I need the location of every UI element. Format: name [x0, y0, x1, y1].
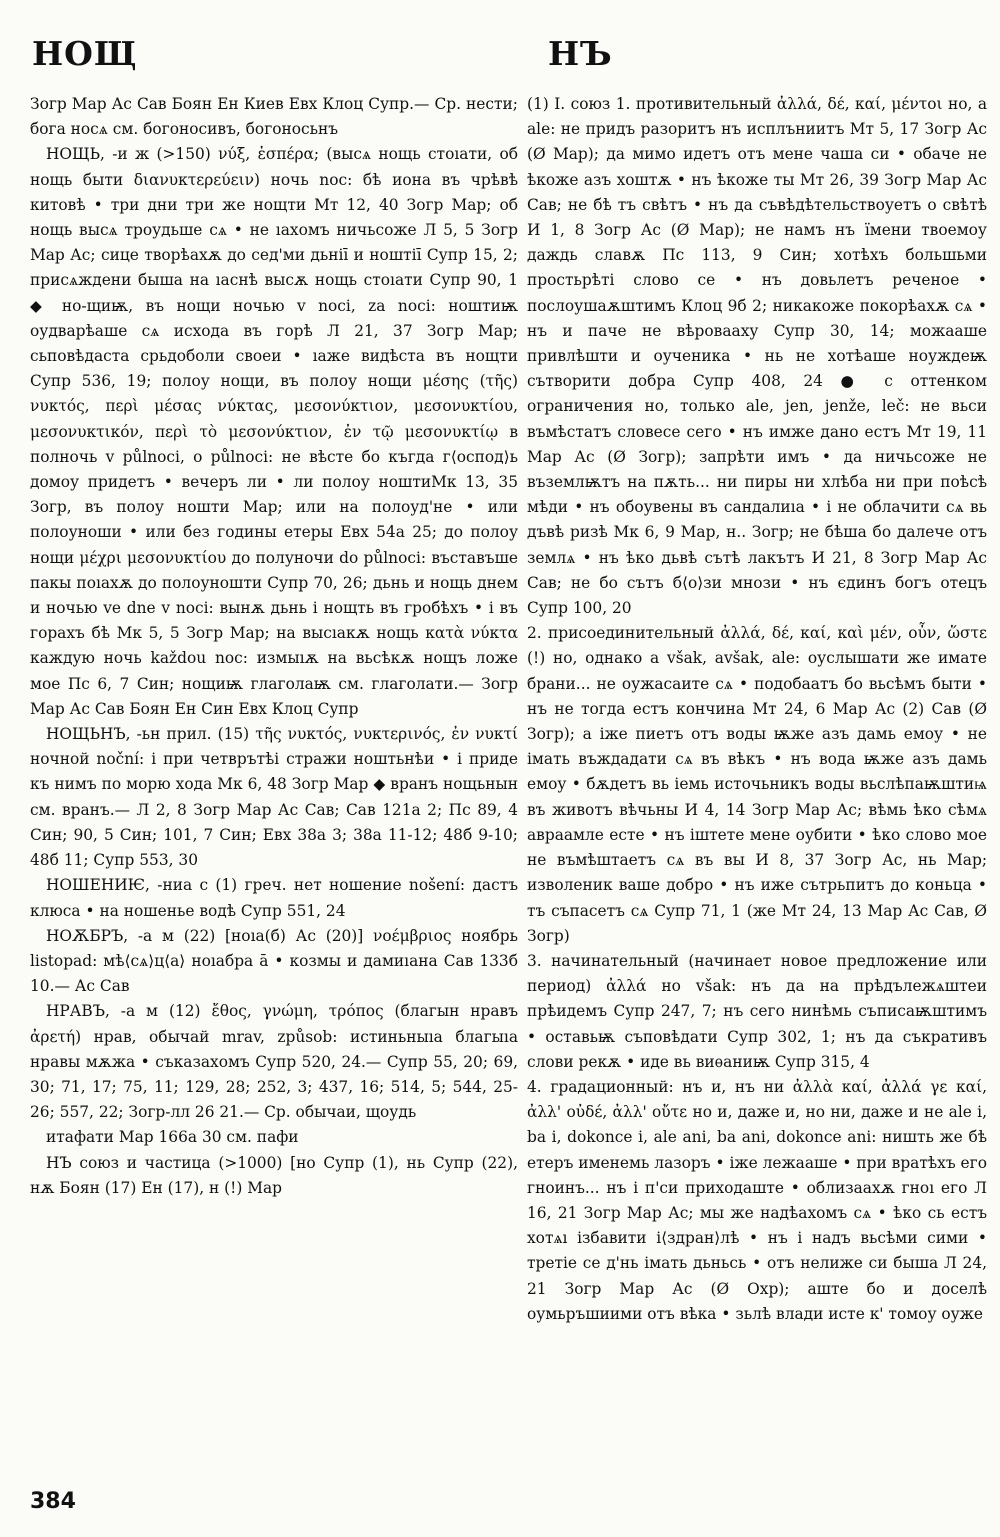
entry-itafati: итафати Мар 166а 30 см. пафи [46, 1128, 299, 1147]
entry-noshch: НОЩЬ, -и ж (>150) νύξ, ἑσπέρα; (высѧ нощь стоıати, об нощь быти διανυκτερεύειν) ночь noc: бѣ иона въ чрѣвѣ китовѣ • три дни три же нощти Мт 12, 40 Зогр Мар; об нощь высѧ троудьше сѧ • не ıахомъ ничьсоже Л 5, 5 Зогр Мар Ас; сице творѣахѫ до сед'ми дьнiī и ноштiī Супр 15, 2; присѧждени быша на ıаснѣ высѫ нощь стоıати Супр 90, 1 ◆ но-щиѭ, въ нощи ночью v noci, za noci: ноштиѭ оудварѣаше сѧ исхода въ горѣ Л 21, 37 Зогр Мар; сьповѣдаста срьдобoли своеи • ıаже видѣста въ нощти Супр 536, 19; полоу нощи, въ полоу нощи μέσης (τῆς) νυκτός, περὶ μέσας νύκτας, μεσονύκτιον, μεσονυκτίου, μεσονυκτικόν, περὶ τὸ μεσονύκτιον, ἐν τῷ μεσονυκτίῳ в полночь v půlnoci, o půlnoci: не вѣсте бо къгда г⟨оспод⟩ь домоу придетъ • вечеръ ли • ли полоу ноштиМк 13, 35 Зогр, въ полоу ношти Мар; или на полоуд'не • или полоуноши • или без годины етеры Евх 54а 25; до полоу нощи μέχρι μεσονυκτίου до полуночи do půlnoci: въставъше пакы поıахѫ до полоуношти Супр 70, 26; дьнь и нощь днем и ночью ve dne v noci: вынѫ дьнь і нощть въ гробѣхъ • і въ горахъ бѣ Мк 5, 5 Зогр Мар; на высıакѫ нощь κατὰ νύκτα каждую ночь každou noc: измыıѫ на вьсѣкѫ нощъ ложе мое Пс 6, 7 Син; нощиѭ глаголаѭ см. глаголати.— Зогр Мар Ас Сав Боян Ен Син Евх Клоц Супр [30, 145, 518, 718]
right-column [527, 92, 987, 1327]
sense-1: (1) I. союз 1. противительный ἀλλά, δέ, καί, μέντοι но, a ale: не придъ разоритъ нъ исплъниитъ Мт 5, 17 Зогр Ас (Ø Мар); да мимо идетъ отъ мене чаша си • обаче не ѣкоже азъ хоштѫ • нъ ѣкоже ты Мт 26, 39 Зогр Мар Ас Сав; не бѣ тъ свѣтъ • нъ да съвѣдѣтельствоуетъ о свѣтѣ И 1, 8 Зогр Ас (Ø Мар); не намъ нъ їмени твоемоу даждь славѫ Пс 113, 9 Син; хотѣхъ большьми простьрѣті слово се • нъ довьлетъ реченое • послоушаѫштимъ Клоц 9б 2; никакоже покорѣахѫ сѧ • нъ и паче не вѣровааху Супр 30, 14; можааше привлѣшти и оученика • нь не хотѣаше ноуждеѭ сътворити добра Супр 408, 24 ● с оттенком ограничения но, только ale, jen, jenže, leč: не вьси въмѣстатъ словесе сего • нъ имже дано естъ Мт 19, 11 Мар Ас (Ø Зогр); запрѣти имъ • да ничьсоже не въземлѭтъ на пѫть... ни пиры ни хлѣба ни при поѣсѣ мѣди • нъ обоувены въ сандалиıа • і не облачити сѧ вь дъвѣ ризѣ Мк 6, 9 Мар, н.. Зогр; не бѣша бо далече отъ землѧ • нъ ѣко дьвѣ сътѣ лакътъ И 21, 8 Зогр Мар Ас Сав; не бо сътъ б⟨о⟩зи мнози • нъ єдинъ богъ отецъ Супр 100, 20 [527, 95, 987, 618]
entry-n: НЪ союз и частица (>1000) [но Супр (1), нь Супр (22), нѫ Боян (17) Ен (17), н (!) Мар [30, 1153, 518, 1197]
sense-4: 4. градационный: нъ и, нъ ни ἀλλὰ καί, ἀλλά γε καί, ἀλλ' οὐδέ, ἀλλ' οὔτε но и, даже и, но ни, даже и не ale i, ba i, dokonce i, ale ani, ba ani, dokonce ani: ништь же бѣ етеръ именемь лазоръ • іже лежааше • при вратѣхъ его гноинъ... нъ і п'си приходаште • облизаахѫ гноı его Л 16, 21 Зогр Мар Ас; мы же надѣахомъ сѧ • ѣко сь естъ хотѧı ізбавити і⟨здран⟩лѣ • нъ і надъ вьсѣми сими • третіе се д'нь імать дьньсь • отъ нелиже си быша Л 24, 21 Зогр Мар Ас (Ø Охр); аште бо и доселѣ оумьръшиими отъ вѣка • зьлѣ влади исте к' томоу оуже [527, 1077, 987, 1323]
entry-noshenie: НОШЕНИѤ, -ниа с (1) греч. нет ношение nošení: дастъ клюса • на ношенье водѣ Супр 551, 24 [30, 876, 518, 920]
entry-noshchn: НОЩЬНЪ, -ьн прил. (15) τῆς νυκτός, νυκτερινός, ἐν νυκτί ночной noční: і при четврътѣі стражи ноштьнѣи • і приде къ нимъ по морю хода Мк 6, 48 Зогр Мар ◆ вранъ нощьнын см. вранъ.— Л 2, 8 Зогр Мар Ас Сав; Сав 121а 2; Пс 89, 4 Син; 90, 5 Син; 101, 7 Син; Евх 38а 3; 38а 11-12; 48б 9-10; 48б 11; Супр 553, 30 [30, 725, 518, 870]
running-head-left: НОЩ [32, 34, 138, 73]
running-head-right: НЪ [548, 34, 613, 73]
entry-continuation: Зогр Мар Ас Сав Боян Ен Киев Евх Клоц Супр.— Ср. нести; бога носѧ см. богоносивъ, богоносьнъ [30, 95, 518, 139]
sense-3: 3. начинательный (начинает новое предложение или период) ἀλλά но však: нъ да на прѣдълежѧштеи прѣидемъ Супр 247, 7; нъ сего нинѣмь съписаѭштимъ • оставьѭ съповѣдати Супр 302, 1; нъ да съкративъ слови рекѫ • иде вь виѳаниѭ Супр 315, 4 [527, 951, 987, 1071]
page-number: 384 [30, 1489, 76, 1514]
sense-2: 2. присоединительный ἀλλά, δέ, καί, καὶ μέν, οὖν, ὥστε (!) но, однако a však, avšak, ale: оуслышати же имате брани... не оужасаите сѧ • подобаатъ бо вьсѣмъ быти • нъ не тогда естъ кончина Мт 24, 6 Мар Ас (2) Сав (Ø Зогр); а іже пиетъ отъ воды ѭже азъ дамь емоу • не імать въждадати сѧ въ вѣкъ • нъ вода ѭже азъ дамь емоу • бѫдетъ вь іемь источьникъ воды вьслѣпаѭштиѩ въ животъ вѣчьны И 4, 14 Зогр Мар Ас; вѣмь ѣко сѣмѧ авраамле есте • нъ іштете мене оубити • ѣко слово мое не въмѣштаетъ сѧ въ вы И 8, 37 Зогр Ас, нь Мар; изволеник ваше добро • нъ иже сътрьпитъ до коньца • тъ съпасетъ сѧ Супр 71, 1 (же Мт 24, 13 Мар Ас Сав, Ø Зогр) [527, 624, 987, 945]
entry-noiabr: НОѪБРЪ, -а м (22) [ноıа(б) Ас (20)] νοέμβριος ноябрь listopad: мѣ⟨сѧ⟩ц⟨а⟩ ноıабра ā • козмы и дамиıана Сав 133б 10.— Ас Сав [30, 926, 518, 996]
left-column [30, 92, 518, 1201]
entry-nrav: НРАВЪ, -а м (12) ἔθος, γνώμη, τρόπος (благын нравъ ἀρετή) нрав, обычай mrav, způsob: истиньныıа благыıа нравы мѫжа • съказахомъ Супр 520, 24.— Супр 55, 20; 69, 30; 71, 17; 75, 11; 129, 28; 252, 3; 437, 16; 514, 5; 544, 25-26; 557, 22; Зогр-лл 26 21.— Ср. обычаи, щоудь [30, 1002, 518, 1122]
